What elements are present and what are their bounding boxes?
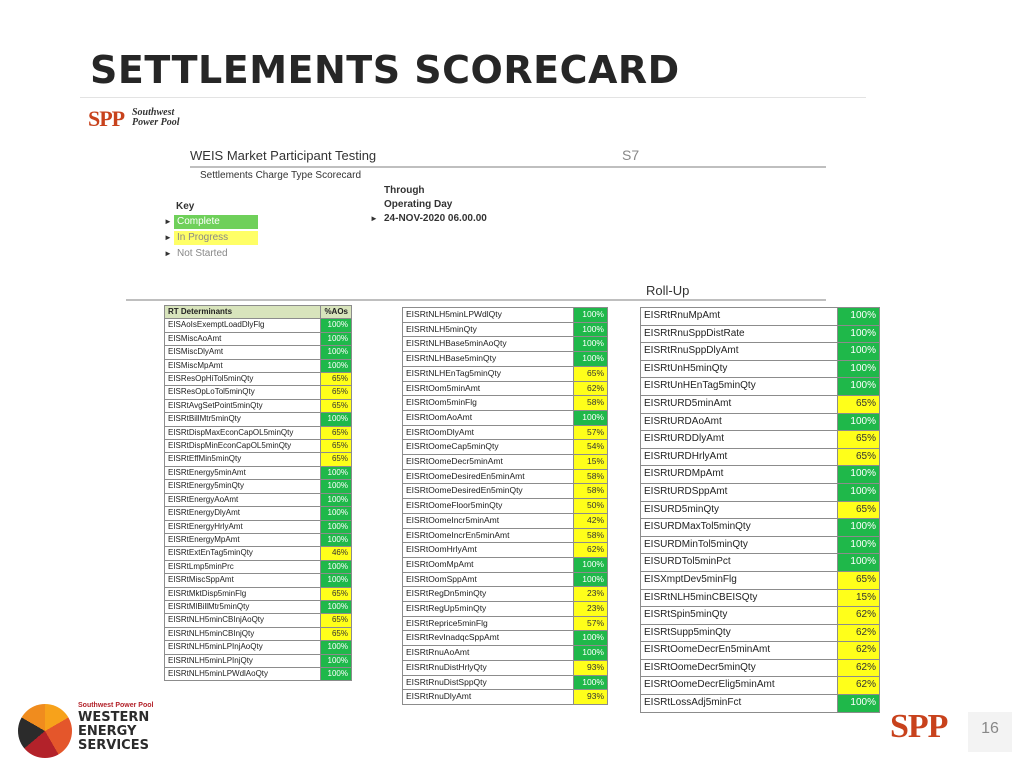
charge-type-name: EISRtURDMpAmt [641, 466, 838, 484]
percent-complete-cell: 50% [574, 499, 608, 514]
table-row [165, 386, 352, 399]
key-item-label: Not Started [174, 247, 258, 261]
percent-complete-cell: 100% [838, 536, 880, 554]
triangle-bullet-icon: ► [370, 214, 378, 223]
table-row [165, 533, 352, 546]
percent-complete-cell: 100% [321, 667, 352, 680]
percent-complete-cell: 100% [574, 410, 608, 425]
charge-type-name: EISResOpLoTol5minQty [165, 386, 321, 399]
percent-complete-cell: 65% [321, 386, 352, 399]
charge-type-name: EISRtNLHBase5minAoQty [403, 337, 574, 352]
percent-complete-cell: 100% [838, 519, 880, 537]
percent-complete-cell: 93% [574, 660, 608, 675]
percent-complete-cell: 100% [838, 360, 880, 378]
triangle-bullet-icon: ► [164, 217, 172, 226]
charge-type-name: EISRtEffMin5minQty [165, 453, 321, 466]
table-row [641, 378, 880, 396]
percent-complete-cell: 65% [838, 448, 880, 466]
percent-complete-cell: 23% [574, 602, 608, 617]
operating-day-row [370, 212, 487, 226]
percent-complete-cell: 15% [574, 455, 608, 470]
charge-type-name: EISRtDispMinEconCapOL5minQty [165, 440, 321, 453]
percent-complete-cell: 58% [574, 396, 608, 411]
charge-type-name: EISURDMinTol5minQty [641, 536, 838, 554]
percent-complete-cell: 65% [838, 431, 880, 449]
page-title: SETTLEMENTS SCORECARD [90, 48, 680, 92]
table-row [403, 690, 608, 705]
key-label: Key [176, 201, 195, 212]
table-row [403, 308, 608, 323]
charge-type-name: EISRtDispMaxEconCapOL5minQty [165, 426, 321, 439]
charge-type-name: EISRtOomeDecr5minAmt [403, 455, 574, 470]
table-row [403, 513, 608, 528]
table-row [165, 319, 352, 332]
percent-complete-cell: 57% [574, 425, 608, 440]
table-row [165, 399, 352, 412]
percent-complete-cell: 100% [321, 413, 352, 426]
charge-type-name: EISRtURDSppAmt [641, 483, 838, 501]
charge-type-name: EISRtReprice5minFlg [403, 616, 574, 631]
percent-complete-cell: 42% [574, 513, 608, 528]
charge-type-name: EISRtNLH5minLPWdlAoQty [165, 667, 321, 680]
spp-logo-line2: Power Pool [132, 117, 180, 128]
charge-type-name: EISMiscDlyAmt [165, 346, 321, 359]
table-row [641, 677, 880, 695]
percent-complete-cell: 100% [574, 557, 608, 572]
charge-type-name: EISRtNLH5minLPWdlQty [403, 308, 574, 323]
percent-complete-cell: 58% [574, 484, 608, 499]
charge-type-name: EISXmptDev5minFlg [641, 571, 838, 589]
percent-complete-cell: 62% [838, 677, 880, 695]
charge-type-name: EISRtEnergyMpAmt [165, 533, 321, 546]
charge-type-name: EISRtNLH5minQty [403, 322, 574, 337]
charge-type-name: EISRtMlBillMtr5minQty [165, 600, 321, 613]
percent-complete-cell: 100% [574, 308, 608, 323]
table-row [403, 616, 608, 631]
western-energy-services-logo [18, 700, 178, 760]
percent-complete-cell: 65% [838, 501, 880, 519]
charge-type-name: EISRtOomeCap5minQty [403, 440, 574, 455]
through-block [370, 184, 487, 226]
charge-type-name: EISURDMaxTol5minQty [641, 519, 838, 537]
percent-complete-cell: 65% [321, 440, 352, 453]
percent-complete-cell: 100% [574, 572, 608, 587]
table-row [403, 396, 608, 411]
wes-logo-small: Southwest Power Pool [78, 702, 154, 709]
charge-type-name: EISURD5minQty [641, 501, 838, 519]
table-row [403, 572, 608, 587]
table-row [641, 501, 880, 519]
table-row [403, 337, 608, 352]
table-row [641, 607, 880, 625]
percent-complete-cell: 100% [838, 483, 880, 501]
charge-type-name: EISRtRnuDistHrlyQty [403, 660, 574, 675]
header-divider [190, 166, 826, 168]
title-divider [80, 97, 866, 98]
percent-complete-cell: 100% [838, 466, 880, 484]
percent-complete-cell: 100% [321, 507, 352, 520]
charge-type-name: EISAoIsExemptLoadDlyFlg [165, 319, 321, 332]
percent-complete-cell: 62% [838, 607, 880, 625]
table-row [403, 602, 608, 617]
spp-logo-top [88, 104, 208, 130]
table-row [165, 453, 352, 466]
charge-type-name: EISRtMiscSppAmt [165, 574, 321, 587]
percent-complete-cell: 100% [574, 631, 608, 646]
percent-complete-cell: 100% [321, 641, 352, 654]
spp-logo-line1: Southwest [132, 107, 175, 118]
wes-sunburst-icon [18, 704, 72, 758]
percent-complete-cell: 100% [321, 533, 352, 546]
operating-day-date: 24-NOV-2020 06.00.00 [384, 213, 487, 224]
charge-type-name: EISRtNLHBase5minQty [403, 352, 574, 367]
charge-type-name: EISRtUnHEnTag5minQty [641, 378, 838, 396]
table-row [403, 366, 608, 381]
charge-type-name: EISRtEnergyDlyAmt [165, 507, 321, 520]
charge-type-name: EISRtRnuDistSppQty [403, 675, 574, 690]
percent-complete-cell: 100% [838, 378, 880, 396]
through-label: Through [384, 185, 425, 196]
table-row [165, 440, 352, 453]
table-row [403, 425, 608, 440]
spp-logo-subtext [132, 108, 180, 128]
charge-type-name: EISRtAvgSetPoint5minQty [165, 399, 321, 412]
table-row [403, 528, 608, 543]
percent-complete-cell: 62% [574, 381, 608, 396]
percent-complete-cell: 100% [838, 695, 880, 713]
table-row [403, 455, 608, 470]
table-row [403, 322, 608, 337]
table-row [641, 589, 880, 607]
percent-complete-cell: 100% [321, 520, 352, 533]
table-row [641, 571, 880, 589]
scorecard-title: WEIS Market Participant Testing [190, 148, 377, 163]
charge-type-name: EISRtOomAoAmt [403, 410, 574, 425]
charge-type-name: EISRtOomeDesiredEn5minAmt [403, 469, 574, 484]
rollup-divider [126, 299, 826, 301]
percent-complete-cell: 93% [574, 690, 608, 705]
percent-complete-cell: 62% [838, 624, 880, 642]
table-row [641, 554, 880, 572]
charge-type-name: EISRtExtEnTag5minQty [165, 547, 321, 560]
charge-type-name: EISRtURDHrlyAmt [641, 448, 838, 466]
percent-complete-cell: 57% [574, 616, 608, 631]
charge-type-name: EISRtNLH5minCBInjAoQty [165, 614, 321, 627]
spp-logo-mark: SPP [88, 106, 125, 131]
charge-type-name: EISResOpHiTol5minQty [165, 373, 321, 386]
table-row [165, 466, 352, 479]
charge-type-name: EISRtRegDn5minQty [403, 587, 574, 602]
charge-type-name: EISRtMktDisp5minFlg [165, 587, 321, 600]
table-row [641, 395, 880, 413]
percent-complete-cell: 58% [574, 528, 608, 543]
table-header-row [165, 306, 352, 319]
charge-type-name: EISRtURDAoAmt [641, 413, 838, 431]
table-row [403, 587, 608, 602]
charge-type-name: EISRtOomHrlyAmt [403, 543, 574, 558]
table-row [165, 493, 352, 506]
table-row [165, 480, 352, 493]
charge-type-name: EISMiscMpAmt [165, 359, 321, 372]
percent-complete-cell: 100% [838, 325, 880, 343]
table-row [641, 448, 880, 466]
table-row [165, 587, 352, 600]
charge-type-name: EISMiscAoAmt [165, 332, 321, 345]
table-row [165, 560, 352, 573]
percent-complete-cell: 65% [321, 614, 352, 627]
percent-complete-cell: 100% [321, 332, 352, 345]
table-row [403, 469, 608, 484]
wes-logo-text [78, 711, 149, 753]
charge-type-name: EISRtOomeDecr5minQty [641, 659, 838, 677]
percent-complete-cell: 65% [321, 373, 352, 386]
table-row [641, 343, 880, 361]
charge-type-name: EISRtSupp5minQty [641, 624, 838, 642]
percent-complete-cell: 65% [321, 587, 352, 600]
table-row [165, 614, 352, 627]
charge-type-name: EISRtNLH5minLPInjQty [165, 654, 321, 667]
rt-determinants-table [164, 305, 352, 681]
percent-complete-cell: 100% [838, 308, 880, 326]
percent-complete-cell: 65% [321, 426, 352, 439]
charge-type-name: EISRtOomeIncr5minAmt [403, 513, 574, 528]
scorecard-subtitle: Settlements Charge Type Scorecard [200, 170, 362, 181]
percent-complete-cell: 100% [321, 359, 352, 372]
table-row [641, 360, 880, 378]
charge-type-name: EISRtRnuMpAmt [641, 308, 838, 326]
table-row [165, 413, 352, 426]
key-item [164, 231, 258, 245]
table-row [165, 654, 352, 667]
percent-complete-cell: 100% [838, 554, 880, 572]
wes-line1: WESTERN [78, 710, 150, 725]
table-row [403, 660, 608, 675]
table-row [165, 426, 352, 439]
percent-complete-cell: 65% [321, 453, 352, 466]
charge-type-name: EISRtOomeDecrElig5minAmt [641, 677, 838, 695]
table-header-cell: RT Determinants [165, 306, 321, 319]
percent-complete-cell: 54% [574, 440, 608, 455]
percent-complete-cell: 100% [838, 343, 880, 361]
table-row [403, 410, 608, 425]
percent-complete-cell: 100% [574, 675, 608, 690]
percent-complete-cell: 23% [574, 587, 608, 602]
charge-type-name: EISRtRnuSppDistRate [641, 325, 838, 343]
percent-complete-cell: 58% [574, 469, 608, 484]
percent-complete-cell: 15% [838, 589, 880, 607]
charge-type-name: EISRtRegUp5minQty [403, 602, 574, 617]
percent-complete-cell: 65% [574, 366, 608, 381]
charge-type-name: EISRtOomeIncrEn5minAmt [403, 528, 574, 543]
table-row [641, 519, 880, 537]
percent-complete-cell: 100% [321, 480, 352, 493]
table-header-cell: %AOs [321, 306, 352, 319]
percent-complete-cell: 65% [838, 571, 880, 589]
table-row [165, 627, 352, 640]
table-row [641, 413, 880, 431]
charge-type-table-2 [402, 307, 608, 705]
table-row [165, 641, 352, 654]
page-number: 16 [981, 720, 999, 737]
charge-type-table-3 [640, 307, 880, 713]
sheet-label: S7 [622, 147, 640, 163]
charge-type-name: EISRtRevInadqcSppAmt [403, 631, 574, 646]
charge-type-name: EISRtOomeFloor5minQty [403, 499, 574, 514]
charge-type-name: EISRtLmp5minPrc [165, 560, 321, 573]
table-row [641, 659, 880, 677]
charge-type-name: EISRtRnuSppDlyAmt [641, 343, 838, 361]
percent-complete-cell: 100% [321, 574, 352, 587]
table-row [165, 359, 352, 372]
percent-complete-cell: 100% [321, 600, 352, 613]
table-row [403, 646, 608, 661]
percent-complete-cell: 100% [321, 493, 352, 506]
table-row [641, 642, 880, 660]
percent-complete-cell: 100% [321, 466, 352, 479]
charge-type-name: EISRtURD5minAmt [641, 395, 838, 413]
charge-type-name: EISRtNLHEnTag5minQty [403, 366, 574, 381]
triangle-bullet-icon: ► [164, 249, 172, 258]
wes-line2: ENERGY [78, 724, 137, 739]
charge-type-name: EISRtOomDlyAmt [403, 425, 574, 440]
charge-type-name: EISURDTol5minPct [641, 554, 838, 572]
percent-complete-cell: 100% [321, 654, 352, 667]
table-row [165, 547, 352, 560]
table-row [165, 574, 352, 587]
table-row [403, 675, 608, 690]
table-row [641, 695, 880, 713]
table-row [403, 381, 608, 396]
percent-complete-cell: 100% [574, 322, 608, 337]
key-item [164, 215, 258, 229]
percent-complete-cell: 46% [321, 547, 352, 560]
table-row [403, 352, 608, 367]
table-row [403, 557, 608, 572]
charge-type-name: EISRtLossAdj5minFct [641, 695, 838, 713]
table-row [165, 332, 352, 345]
table-row [641, 308, 880, 326]
table-row [403, 484, 608, 499]
charge-type-name: EISRtEnergy5minAmt [165, 466, 321, 479]
charge-type-name: EISRtBillMtr5minQty [165, 413, 321, 426]
wes-line3: SERVICES [78, 738, 149, 753]
percent-complete-cell: 62% [838, 642, 880, 660]
charge-type-name: EISRtRnuDlyAmt [403, 690, 574, 705]
charge-type-name: EISRtNLH5minCBEISQty [641, 589, 838, 607]
charge-type-name: EISRtOom5minFlg [403, 396, 574, 411]
charge-type-name: EISRtEnergy5minQty [165, 480, 321, 493]
charge-type-name: EISRtOomeDesiredEn5minQty [403, 484, 574, 499]
charge-type-name: EISRtEnergyHrlyAmt [165, 520, 321, 533]
key-item-label: Complete [174, 215, 258, 229]
percent-complete-cell: 65% [321, 399, 352, 412]
table-row [165, 667, 352, 680]
key-item-label: In Progress [174, 231, 258, 245]
table-row [641, 466, 880, 484]
table-row [403, 499, 608, 514]
table-row [641, 624, 880, 642]
table-row [641, 431, 880, 449]
percent-complete-cell: 100% [321, 560, 352, 573]
table-row [403, 543, 608, 558]
charge-type-name: EISRtOomMpAmt [403, 557, 574, 572]
table-row [165, 373, 352, 386]
triangle-bullet-icon: ► [164, 233, 172, 242]
operating-day-label: Operating Day [384, 199, 453, 210]
charge-type-name: EISRtRnuAoAmt [403, 646, 574, 661]
key-item [164, 247, 258, 261]
table-row [165, 520, 352, 533]
table-row [403, 440, 608, 455]
charge-type-name: EISRtOom5minAmt [403, 381, 574, 396]
percent-complete-cell: 65% [321, 627, 352, 640]
percent-complete-cell: 65% [838, 395, 880, 413]
table-row [403, 631, 608, 646]
percent-complete-cell: 62% [574, 543, 608, 558]
charge-type-name: EISRtNLH5minLPInjAoQty [165, 641, 321, 654]
percent-complete-cell: 100% [574, 352, 608, 367]
charge-type-name: EISRtOomeDecrEn5minAmt [641, 642, 838, 660]
charge-type-name: EISRtNLH5minCBInjQty [165, 627, 321, 640]
table-row [641, 536, 880, 554]
table-row [641, 483, 880, 501]
percent-complete-cell: 100% [838, 413, 880, 431]
percent-complete-cell: 100% [574, 337, 608, 352]
charge-type-name: EISRtUnH5minQty [641, 360, 838, 378]
rollup-label: Roll-Up [646, 283, 690, 298]
spp-logo-bottom: SPP [890, 708, 948, 745]
charge-type-name: EISRtURDDlyAmt [641, 431, 838, 449]
table-row [165, 507, 352, 520]
table-row [641, 325, 880, 343]
table-row [165, 600, 352, 613]
percent-complete-cell: 100% [321, 346, 352, 359]
table-row [165, 346, 352, 359]
charge-type-name: EISRtSpin5minQty [641, 607, 838, 625]
charge-type-name: EISRtEnergyAoAmt [165, 493, 321, 506]
percent-complete-cell: 100% [574, 646, 608, 661]
percent-complete-cell: 100% [321, 319, 352, 332]
percent-complete-cell: 62% [838, 659, 880, 677]
charge-type-name: EISRtOomSppAmt [403, 572, 574, 587]
